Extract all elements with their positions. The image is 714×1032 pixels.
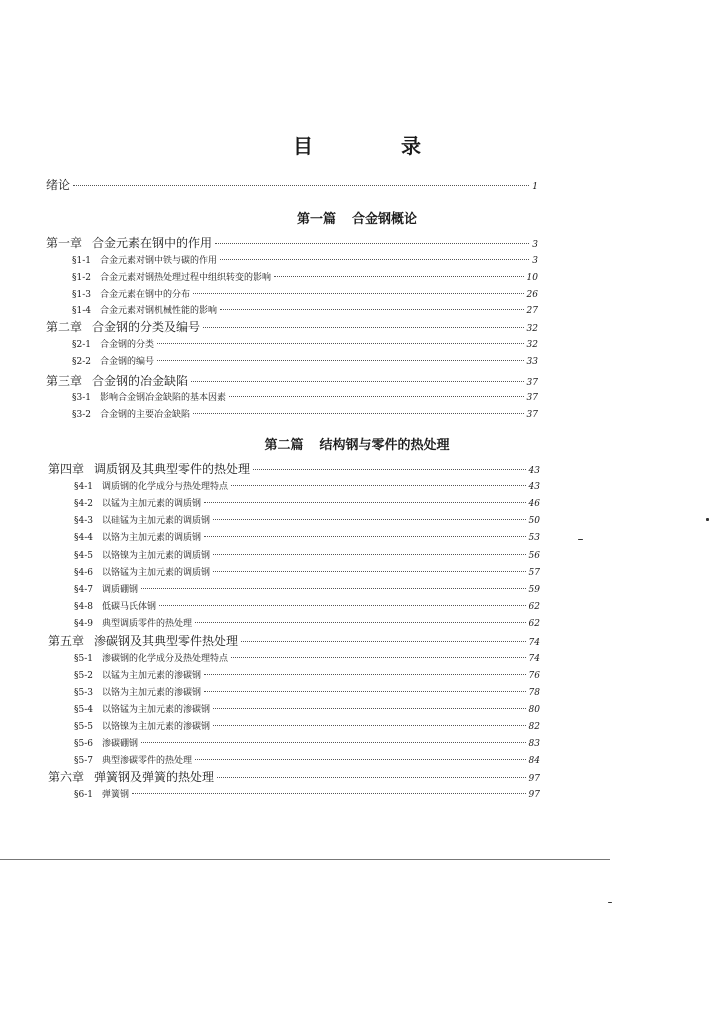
toc-section[interactable] — [72, 287, 538, 300]
section-title: 以铬镍为主加元素的调质钢 — [102, 551, 211, 561]
section-page: 37 — [526, 410, 538, 420]
toc-chapter[interactable] — [46, 234, 538, 251]
section-page: 32 — [526, 340, 538, 350]
scan-speck — [706, 518, 709, 521]
toc-section[interactable] — [74, 479, 540, 492]
section-label — [74, 702, 210, 715]
section-title: 弹簧钢 — [102, 790, 130, 800]
section-page: 62 — [528, 619, 540, 629]
section-number: §4-4 — [74, 533, 93, 543]
toc-section[interactable] — [74, 513, 540, 526]
chapter-number: 第四章 — [48, 462, 85, 476]
toc-section[interactable] — [74, 736, 540, 749]
section-number: §4-2 — [74, 499, 93, 509]
section-number: §5-6 — [74, 739, 93, 749]
dot-leader — [157, 360, 524, 361]
intro-page: 1 — [532, 182, 538, 192]
section-title: 以硅锰为主加元素的调质钢 — [102, 516, 211, 526]
page-title: 目 录 — [293, 134, 455, 158]
dot-leader — [193, 413, 524, 414]
part-heading — [0, 434, 714, 453]
toc-section[interactable] — [74, 548, 540, 561]
section-title: 渗碳硼钢 — [102, 739, 139, 749]
section-label — [72, 354, 154, 367]
dot-leader — [215, 243, 529, 244]
section-label — [74, 530, 201, 543]
section-number: §5-2 — [74, 671, 93, 681]
section-page: 50 — [528, 516, 540, 526]
dot-leader — [231, 485, 526, 486]
chapter-title: 合金元素在钢中的作用 — [92, 236, 213, 250]
section-title: 渗碳钢的化学成分及热处理特点 — [102, 654, 229, 664]
toc-chapter[interactable] — [48, 632, 540, 649]
section-title: 合金钢的编号 — [100, 357, 155, 367]
section-title: 调质硼钢 — [102, 585, 139, 595]
section-page: 84 — [528, 756, 540, 766]
section-label — [74, 496, 201, 509]
section-label — [74, 787, 129, 800]
chapter-page: 32 — [526, 324, 538, 334]
section-title: 调质钢的化学成分与热处理特点 — [102, 482, 229, 492]
chapter-title: 弹簧钢及弹簧的热处理 — [94, 770, 215, 784]
scan-speck — [608, 902, 612, 903]
chapter-page: 37 — [526, 378, 538, 388]
toc-section[interactable] — [72, 407, 538, 420]
dot-leader — [159, 605, 526, 606]
section-number: §5-1 — [74, 654, 93, 664]
chapter-label — [46, 234, 212, 251]
section-number: §5-4 — [74, 705, 93, 715]
section-title: 合金钢的主要冶金缺陷 — [100, 410, 191, 420]
section-page: 10 — [526, 273, 538, 283]
section-number: §3-2 — [72, 410, 91, 420]
dot-leader — [157, 343, 524, 344]
section-label — [74, 651, 228, 664]
section-page: 46 — [528, 499, 540, 509]
toc-section[interactable] — [74, 530, 540, 543]
toc-section[interactable] — [74, 616, 540, 629]
chapter-number: 第六章 — [48, 770, 85, 784]
section-title: 合金元素对钢热处理过程中组织转变的影响 — [100, 273, 272, 283]
section-page: 62 — [528, 602, 540, 612]
section-title: 以铬为主加元素的渗碳钢 — [102, 688, 202, 698]
section-label — [72, 303, 217, 316]
section-page: 56 — [528, 551, 540, 561]
dot-leader — [213, 554, 526, 555]
toc-chapter[interactable] — [48, 768, 540, 785]
section-number: §4-8 — [74, 602, 93, 612]
dot-leader — [204, 691, 526, 692]
chapter-title: 调质钢及其典型零件的热处理 — [94, 462, 251, 476]
section-page: 27 — [526, 306, 538, 316]
toc-chapter[interactable] — [46, 318, 538, 335]
dot-leader — [213, 708, 526, 709]
dot-leader — [229, 396, 524, 397]
chapter-number: 第五章 — [48, 634, 85, 648]
section-number: §1-4 — [72, 306, 91, 316]
section-number: §4-5 — [74, 551, 93, 561]
section-label — [74, 685, 201, 698]
section-number: §1-1 — [72, 256, 91, 266]
toc-section[interactable] — [72, 303, 538, 316]
toc-section[interactable] — [72, 253, 538, 266]
section-title: 以铬锰为主加元素的渗碳钢 — [102, 705, 211, 715]
section-number: §4-3 — [74, 516, 93, 526]
section-page: 53 — [528, 533, 540, 543]
chapter-number: 第二章 — [46, 320, 83, 334]
toc-section[interactable] — [74, 651, 540, 664]
scan-speck — [578, 539, 583, 540]
chapter-label — [46, 318, 200, 335]
section-page: 59 — [528, 585, 540, 595]
dot-leader — [213, 571, 526, 572]
dot-leader — [193, 293, 524, 294]
dot-leader — [213, 519, 526, 520]
dot-leader — [231, 657, 526, 658]
dot-leader — [213, 725, 526, 726]
section-title: 以铬镍为主加元素的渗碳钢 — [102, 722, 211, 732]
section-title: 以铬锰为主加元素的调质钢 — [102, 568, 211, 578]
section-title: 典型调质零件的热处理 — [102, 619, 193, 629]
section-number: §4-6 — [74, 568, 93, 578]
section-page: 82 — [528, 722, 540, 732]
toc-section[interactable] — [72, 354, 538, 367]
chapter-label — [48, 768, 214, 785]
chapter-page: 3 — [532, 240, 538, 250]
toc-section[interactable] — [74, 582, 540, 595]
toc-section[interactable] — [74, 496, 540, 509]
part-heading — [0, 208, 714, 227]
chapter-label — [46, 372, 188, 389]
section-label — [74, 479, 228, 492]
chapter-label — [48, 460, 250, 477]
dot-leader — [204, 502, 526, 503]
section-label — [74, 736, 138, 749]
section-label — [74, 616, 192, 629]
chapter-number: 第一章 — [46, 236, 83, 250]
section-number: §5-3 — [74, 688, 93, 698]
section-page: 83 — [528, 739, 540, 749]
toc-section[interactable] — [72, 337, 538, 350]
dot-leader — [220, 309, 524, 310]
dot-leader — [132, 793, 526, 794]
section-title: 合金元素在钢中的分布 — [100, 290, 191, 300]
toc-section[interactable] — [74, 787, 540, 800]
section-number: §1-3 — [72, 290, 91, 300]
section-label — [74, 753, 192, 766]
dot-leader — [141, 742, 526, 743]
part-name: 结构钢与零件的热处理 — [319, 438, 450, 453]
dot-leader — [195, 622, 526, 623]
section-label — [72, 253, 217, 266]
toc-section[interactable] — [74, 685, 540, 698]
toc-section[interactable] — [74, 702, 540, 715]
dot-leader — [191, 381, 524, 382]
dot-leader — [220, 259, 529, 260]
part-name: 合金钢概论 — [352, 212, 418, 227]
chapter-number: 第三章 — [46, 374, 83, 388]
section-number: §2-1 — [72, 340, 91, 350]
section-title: 以锰为主加元素的渗碳钢 — [102, 671, 202, 681]
section-title: 影响合金钢冶金缺陷的基本因素 — [100, 393, 227, 403]
toc-chapter[interactable] — [46, 372, 538, 389]
toc-section[interactable] — [74, 719, 540, 732]
section-title: 合金元素对钢中铁与碳的作用 — [100, 256, 218, 266]
section-page: 76 — [528, 671, 540, 681]
section-page: 43 — [528, 482, 540, 492]
section-label — [72, 270, 271, 283]
toc-section[interactable] — [74, 753, 540, 766]
section-number: §5-7 — [74, 756, 93, 766]
section-label — [74, 582, 138, 595]
dot-leader — [217, 777, 526, 778]
dot-leader — [195, 759, 526, 760]
section-number: §5-5 — [74, 722, 93, 732]
scan-line — [0, 859, 610, 860]
section-number: §3-1 — [72, 393, 91, 403]
section-page: 97 — [528, 790, 540, 800]
chapter-title: 合金钢的冶金缺陷 — [92, 374, 189, 388]
section-title: 合金钢的分类 — [100, 340, 155, 350]
section-page: 74 — [528, 654, 540, 664]
section-title: 典型渗碳零件的热处理 — [102, 756, 193, 766]
section-number: §4-9 — [74, 619, 93, 629]
dot-leader — [274, 276, 524, 277]
section-number: §6-1 — [74, 790, 93, 800]
intro-label: 绪论 — [46, 178, 71, 192]
toc-section[interactable] — [74, 668, 540, 681]
toc-chapter[interactable] — [48, 460, 540, 477]
section-title: 合金元素对钢机械性能的影响 — [100, 306, 218, 316]
section-title: 以铬为主加元素的调质钢 — [102, 533, 202, 543]
section-label — [74, 599, 156, 612]
section-title: 以锰为主加元素的调质钢 — [102, 499, 202, 509]
section-number: §4-1 — [74, 482, 93, 492]
dot-leader — [204, 674, 526, 675]
dot-leader — [204, 536, 526, 537]
section-label — [74, 513, 210, 526]
section-page: 26 — [526, 290, 538, 300]
dot-leader — [203, 327, 524, 328]
section-label — [72, 407, 190, 420]
section-page: 57 — [528, 568, 540, 578]
toc-section[interactable] — [72, 270, 538, 283]
section-number: §2-2 — [72, 357, 91, 367]
chapter-page: 74 — [528, 638, 540, 648]
chapter-page: 43 — [528, 466, 540, 476]
chapter-label — [48, 632, 238, 649]
chapter-title: 渗碳钢及其典型零件热处理 — [94, 634, 239, 648]
section-page: 3 — [532, 256, 538, 266]
section-number: §4-7 — [74, 585, 93, 595]
dot-leader — [141, 588, 526, 589]
section-title: 低碳马氏体钢 — [102, 602, 157, 612]
chapter-page: 97 — [528, 774, 540, 784]
section-label — [74, 668, 201, 681]
section-page: 33 — [526, 357, 538, 367]
section-label — [72, 337, 154, 350]
toc-section[interactable] — [72, 390, 538, 403]
toc-section[interactable] — [74, 599, 540, 612]
part-number: 第二篇 — [264, 438, 304, 453]
section-label — [74, 548, 210, 561]
section-page: 37 — [526, 393, 538, 403]
section-label — [74, 719, 210, 732]
dot-leader — [241, 641, 526, 642]
part-number: 第一篇 — [296, 212, 336, 227]
section-label — [72, 390, 226, 403]
section-number: §1-2 — [72, 273, 91, 283]
section-page: 78 — [528, 688, 540, 698]
chapter-title: 合金钢的分类及编号 — [92, 320, 201, 334]
section-label — [74, 565, 210, 578]
section-label — [72, 287, 190, 300]
toc-section[interactable] — [74, 565, 540, 578]
section-page: 80 — [528, 705, 540, 715]
dot-leader — [253, 469, 526, 470]
